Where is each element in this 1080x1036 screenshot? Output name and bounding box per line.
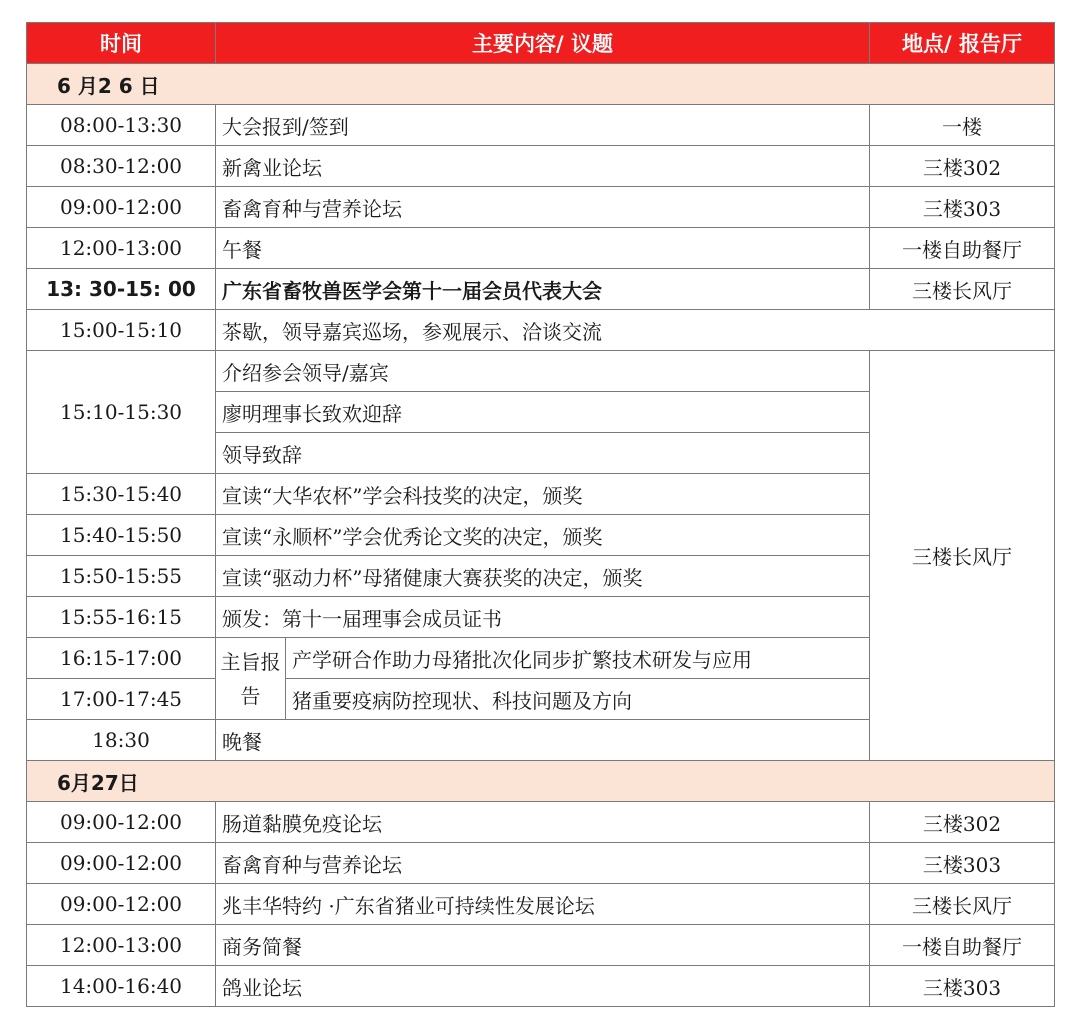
topic-cell: 兆丰华特约 ·广东省猪业可持续性发展论坛: [216, 884, 870, 925]
topic-cell: 介绍参会领导/嘉宾: [216, 351, 870, 392]
day-header-2: [27, 761, 1055, 802]
topic-cell: 商务简餐: [216, 925, 870, 966]
topic-cell: 广东省畜牧兽医学会第十一届会员代表大会: [216, 269, 870, 310]
topic-cell: 颁发：第十一届理事会成员证书: [216, 597, 870, 638]
table-row: [27, 925, 1055, 966]
venue-cell: 三楼302: [870, 146, 1055, 187]
topic-cell: 猪重要疫病防控现状、科技问题及方向: [286, 679, 870, 720]
table-header: [27, 23, 1055, 64]
topic-cell: 午餐: [216, 228, 870, 269]
venue-cell: 一楼自助餐厅: [870, 925, 1055, 966]
table-row: [27, 310, 1055, 351]
keynote-label: 主旨报告: [216, 638, 286, 720]
venue-cell: 一楼: [870, 105, 1055, 146]
time-cell: 15:30-15:40: [27, 474, 216, 515]
topic-cell: 大会报到/签到: [216, 105, 870, 146]
topic-cell: 宣读“驱动力杯”母猪健康大赛获奖的决定，颁奖: [216, 556, 870, 597]
time-cell: 09:00-12:00: [27, 884, 216, 925]
topic-cell: 产学研合作助力母猪批次化同步扩繁技术研发与应用: [286, 638, 870, 679]
time-cell: 17:00-17:45: [27, 679, 216, 720]
schedule-table: [26, 22, 1055, 1007]
table-row: [27, 351, 1055, 392]
time-cell: 16:15-17:00: [27, 638, 216, 679]
day-label: 6 月2 6 日: [27, 64, 1055, 105]
topic-cell: 廖明理事长致欢迎辞: [216, 392, 870, 433]
topic-cell: 领导致辞: [216, 433, 870, 474]
time-cell: 13: 30-15: 00: [27, 269, 216, 310]
time-cell: 15:40-15:50: [27, 515, 216, 556]
header-venue: 地点/ 报告厅: [870, 23, 1055, 64]
table-row: [27, 843, 1055, 884]
table-row: [27, 269, 1055, 310]
time-cell: 15:50-15:55: [27, 556, 216, 597]
venue-cell: 三楼303: [870, 843, 1055, 884]
topic-cell: 宣读“大华农杯”学会科技奖的决定，颁奖: [216, 474, 870, 515]
day-header-1: [27, 64, 1055, 105]
time-cell: 08:00-13:30: [27, 105, 216, 146]
venue-cell: 三楼长风厅: [870, 884, 1055, 925]
time-cell: 12:00-13:00: [27, 925, 216, 966]
time-cell: 15:10-15:30: [27, 351, 216, 474]
time-cell: 12:00-13:00: [27, 228, 216, 269]
venue-cell: 三楼长风厅: [870, 269, 1055, 310]
venue-cell: 三楼303: [870, 187, 1055, 228]
topic-cell: 畜禽育种与营养论坛: [216, 843, 870, 884]
time-cell: 18:30: [27, 720, 216, 761]
topic-cell: 茶歇，领导嘉宾巡场，参观展示、洽谈交流: [216, 310, 1055, 351]
topic-cell: 晚餐: [216, 720, 870, 761]
time-cell: 15:55-16:15: [27, 597, 216, 638]
header-content: 主要内容/ 议题: [216, 23, 870, 64]
header-time: 时间: [27, 23, 216, 64]
topic-cell: 肠道黏膜免疫论坛: [216, 802, 870, 843]
time-cell: 09:00-12:00: [27, 843, 216, 884]
time-cell: 14:00-16:40: [27, 966, 216, 1007]
venue-cell-merged: 三楼长风厅: [870, 351, 1055, 761]
time-cell: 09:00-12:00: [27, 187, 216, 228]
topic-cell: 宣读“永顺杯”学会优秀论文奖的决定，颁奖: [216, 515, 870, 556]
venue-cell: 三楼302: [870, 802, 1055, 843]
topic-cell: 新禽业论坛: [216, 146, 870, 187]
venue-cell: 一楼自助餐厅: [870, 228, 1055, 269]
time-cell: 09:00-12:00: [27, 802, 216, 843]
time-cell: 08:30-12:00: [27, 146, 216, 187]
table-row: [27, 966, 1055, 1007]
table-row: [27, 146, 1055, 187]
topic-cell: 畜禽育种与营养论坛: [216, 187, 870, 228]
table-row: [27, 187, 1055, 228]
table-row: [27, 884, 1055, 925]
table-row: [27, 105, 1055, 146]
venue-cell: 三楼303: [870, 966, 1055, 1007]
topic-cell: 鸽业论坛: [216, 966, 870, 1007]
day-label: 6月27日: [27, 761, 1055, 802]
table-row: [27, 802, 1055, 843]
time-cell: 15:00-15:10: [27, 310, 216, 351]
table-row: [27, 228, 1055, 269]
